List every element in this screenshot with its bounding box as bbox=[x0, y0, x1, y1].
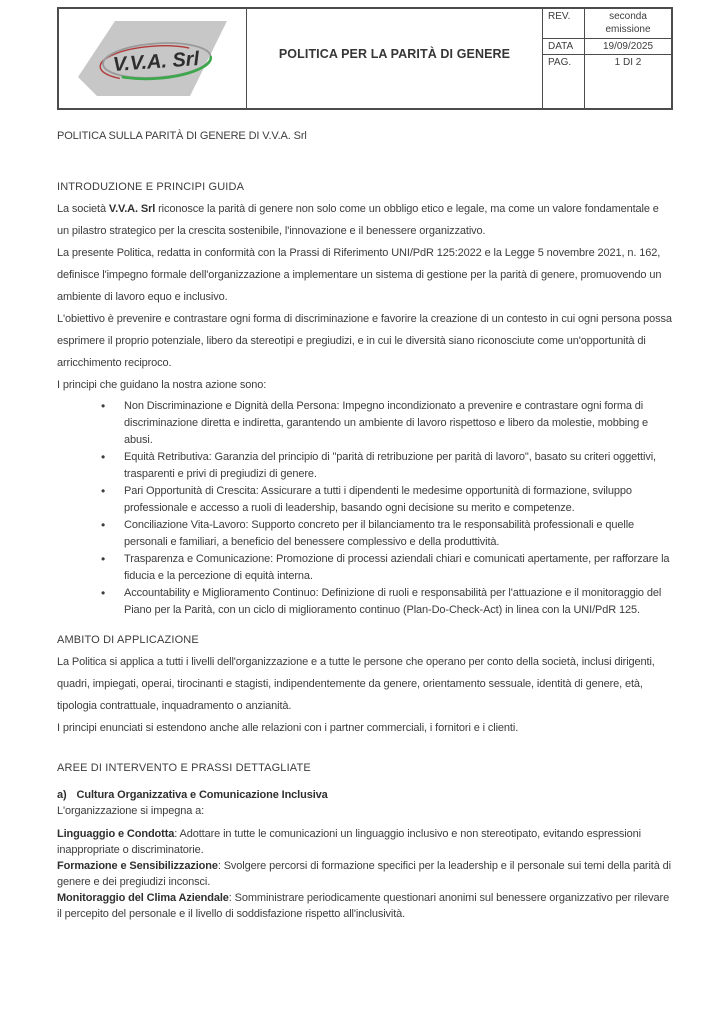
section-heading-introduzione: INTRODUZIONE E PRINCIPI GUIDA bbox=[57, 181, 245, 193]
scope-paragraph-1: La Politica si applica a tutti i livelli dell'organizzazione e a tutte le persone che operano per conto della società, inclusi dirigenti, quadri, impiegati, operai, tirocinanti e stagisti, indipendentemente da genere, orientamento sessuale, identità di genere, età, tipologia contrattuale, inquadramento o anzianità. bbox=[57, 656, 655, 712]
page-label: PAG. bbox=[543, 55, 585, 108]
area-a-letter: a) bbox=[57, 789, 67, 801]
list-item: • Accountability e Miglioramento Continuo: Definizione di ruoli e responsabilità per l'attuazione e il monitoraggio del Piano per la Parità, con un ciclo di miglioramento continuo (Plan-Do-Check-Act) in linea con la UNI/PdR 125. bbox=[57, 585, 673, 619]
document-header-title-cell bbox=[247, 9, 543, 108]
intro-paragraph-3: L'obiettivo è prevenire e contrastare ogni forma di discriminazione e favorire la creazione di un contesto in cui ogni persona possa esprimere il proprio potenziale, libero da stereotipi e pregiudizi, e in cui le diversità siano riconosciute come un'opportunità di arricchimento reciproco. bbox=[57, 313, 672, 369]
header-title: POLITICA PER LA PARITÀ DI GENERE bbox=[278, 47, 511, 61]
area-a-lead-line: L'organizzazione si impegna a: bbox=[57, 805, 205, 817]
practice-linguaggio bbox=[57, 826, 673, 858]
revision-table bbox=[543, 9, 671, 108]
page-value: 1 DI 2 bbox=[614, 57, 642, 68]
area-a-title bbox=[57, 787, 673, 803]
document-body bbox=[57, 128, 673, 922]
practice-lead: Formazione e Sensibilizzazione bbox=[57, 860, 218, 872]
intro-p1-post: riconosce la parità di genere non solo come un obbligo etico e legale, ma come un valore fondamentale e un pilastro strategico per la crescita sostenibile, l'innovazione e il benessere organizzativo. bbox=[57, 203, 659, 237]
practice-monitoraggio bbox=[57, 890, 673, 922]
header-table bbox=[57, 7, 673, 110]
principles-list bbox=[57, 398, 673, 619]
intro-p1-company-bold: V.V.A. Srl bbox=[108, 203, 156, 215]
principles-lead-line: I principi che guidano la nostra azione sono: bbox=[57, 379, 267, 391]
rev-value: seconda emissione bbox=[605, 11, 651, 35]
section-heading-aree: AREE DI INTERVENTO E PRASSI DETTAGLIATE bbox=[57, 762, 311, 774]
section-heading-ambito: AMBITO DI APPLICAZIONE bbox=[57, 634, 199, 646]
list-item: • Equità Retributiva: Garanzia del principio di "parità di retribuzione per parità di lavoro", basato su criteri oggettivi, trasparenti e privi di pregiudizi di genere. bbox=[57, 449, 673, 483]
rev-label: REV. bbox=[543, 9, 585, 38]
practice-text: : Svolgere percorsi di formazione specifici per la leadership e il personale sui temi della parità di genere e dei pregiudizi inconsci. bbox=[57, 860, 671, 888]
document-title: POLITICA SULLA PARITÀ DI GENERE DI V.V.A. Srl bbox=[57, 130, 307, 142]
date-row bbox=[543, 39, 671, 55]
intro-p1-pre: La società bbox=[57, 203, 109, 215]
practice-lead: Monitoraggio del Clima Aziendale bbox=[57, 892, 229, 904]
logo-text: V.V.A. Srl bbox=[111, 47, 200, 76]
list-item: • Trasparenza e Comunicazione: Promozione di processi aziendali chiari e comunicati apertamente, per rafforzare la fiducia e la percezione di equità interna. bbox=[57, 551, 673, 585]
practice-text: : Adottare in tutte le comunicazioni un linguaggio inclusivo e non stereotipato, evitando espressioni inappropriate o discriminatorie. bbox=[57, 828, 641, 856]
list-item: • Non Discriminazione e Dignità della Persona: Impegno incondizionato a prevenire e contrastare ogni forma di discriminazione diretta e indiretta, garantendo un ambiente di lavoro rispettoso e libero da molestie, mobbing e abusi. bbox=[57, 398, 673, 449]
date-label: DATA bbox=[543, 39, 585, 54]
logo-cell bbox=[59, 9, 247, 108]
revision-row bbox=[543, 9, 671, 39]
list-item: • Conciliazione Vita-Lavoro: Supporto concreto per il bilanciamento tra le responsabilità professionali e quelle personali e familiari, a beneficio del benessere complessivo e della produttività. bbox=[57, 517, 673, 551]
scope-paragraph-2: I principi enunciati si estendono anche alle relazioni con i partner commerciali, i fornitori e i clienti. bbox=[57, 722, 519, 734]
date-value: 19/09/2025 bbox=[602, 41, 654, 52]
practices-block bbox=[57, 826, 673, 922]
page-row bbox=[543, 55, 671, 108]
intro-paragraph-1 bbox=[57, 198, 673, 242]
list-item: • Pari Opportunità di Crescita: Assicurare a tutti i dipendenti le medesime opportunità di formazione, sviluppo professionale e accesso a ruoli di leadership, basando ogni decisione su merito e competenze. bbox=[57, 483, 673, 517]
practice-formazione bbox=[57, 858, 673, 890]
intro-paragraph-2: La presente Politica, redatta in conformità con la Prassi di Riferimento UNI/PdR 125:2022 e la Legge 5 novembre 2021, n. 162, definisce l'impegno formale dell'organizzazione a implementare un sistema di gestione per la parità di genere, promuovendo un ambiente di lavoro equo e inclusivo. bbox=[57, 247, 662, 303]
vva-logo bbox=[78, 21, 228, 97]
practice-lead: Linguaggio e Condotta bbox=[57, 828, 175, 840]
practice-text: : Somministrare periodicamente questionari anonimi sul benessere organizzativo per rilevare il percepito del personale e il livello di soddisfazione rispetto all'inclusività. bbox=[57, 892, 670, 920]
area-a-title-text: Cultura Organizzativa e Comunicazione Inclusiva bbox=[76, 789, 328, 801]
